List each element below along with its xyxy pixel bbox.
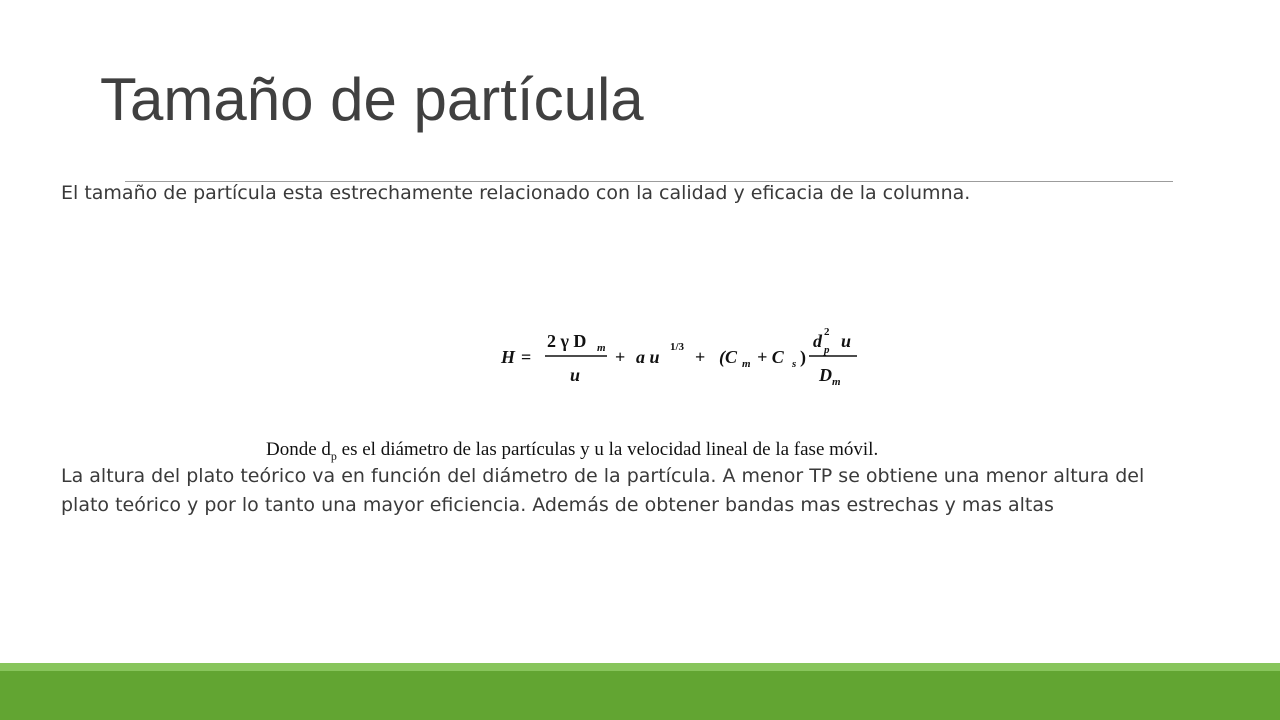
eq-frac3-num-d-sup: 2 bbox=[824, 326, 830, 338]
footer-bar-highlight bbox=[0, 663, 1280, 671]
eq-frac3-num-d: d bbox=[813, 331, 822, 351]
eq-frac1-numerator: 2 γ D bbox=[547, 331, 587, 351]
eq-frac3-num-u: u bbox=[841, 331, 852, 351]
slide-title: Tamaño de partícula bbox=[100, 66, 644, 133]
caption-subscript: p bbox=[330, 448, 337, 463]
eq-term3-close: ) bbox=[800, 347, 806, 367]
eq-term2-sup: 1/3 bbox=[670, 341, 685, 353]
eq-plus-2: + bbox=[695, 347, 706, 367]
equation-image bbox=[495, 322, 865, 392]
eq-frac1-denominator: u bbox=[570, 365, 581, 385]
footer-bar bbox=[0, 663, 1280, 720]
eq-frac3-denominator-sub: m bbox=[832, 376, 841, 388]
eq-equals: = bbox=[521, 347, 532, 367]
eq-frac3-denominator: D bbox=[819, 365, 832, 385]
eq-term2: a u bbox=[636, 347, 660, 367]
eq-frac3-num-d-sub: p bbox=[824, 344, 830, 356]
intro-text: El tamaño de partícula esta estrechamente relacionado con la calidad y eficacia de la columna. bbox=[61, 182, 971, 204]
eq-term3-open-sub: m bbox=[742, 358, 751, 370]
eq-lhs: H bbox=[501, 347, 516, 367]
eq-term3-open: (C bbox=[719, 347, 737, 367]
caption-start: Donde d bbox=[266, 439, 331, 460]
eq-plus-1: + bbox=[615, 347, 626, 367]
eq-term3-plus: + C bbox=[757, 347, 784, 367]
caption-end: es el diámetro de las partículas y u la velocidad lineal de la fase móvil. bbox=[336, 439, 879, 460]
eq-frac1-numerator-sub: m bbox=[597, 342, 606, 354]
eq-term3-close-sub: s bbox=[792, 358, 797, 370]
body-paragraph: La altura del plato teórico va en función del diámetro de la partícula. A menor TP se obtiene una menor altura del plato teórico y por lo tanto una mayor eficiencia. Además de obtener bandas mas estrechas y mas altas bbox=[61, 465, 1145, 516]
